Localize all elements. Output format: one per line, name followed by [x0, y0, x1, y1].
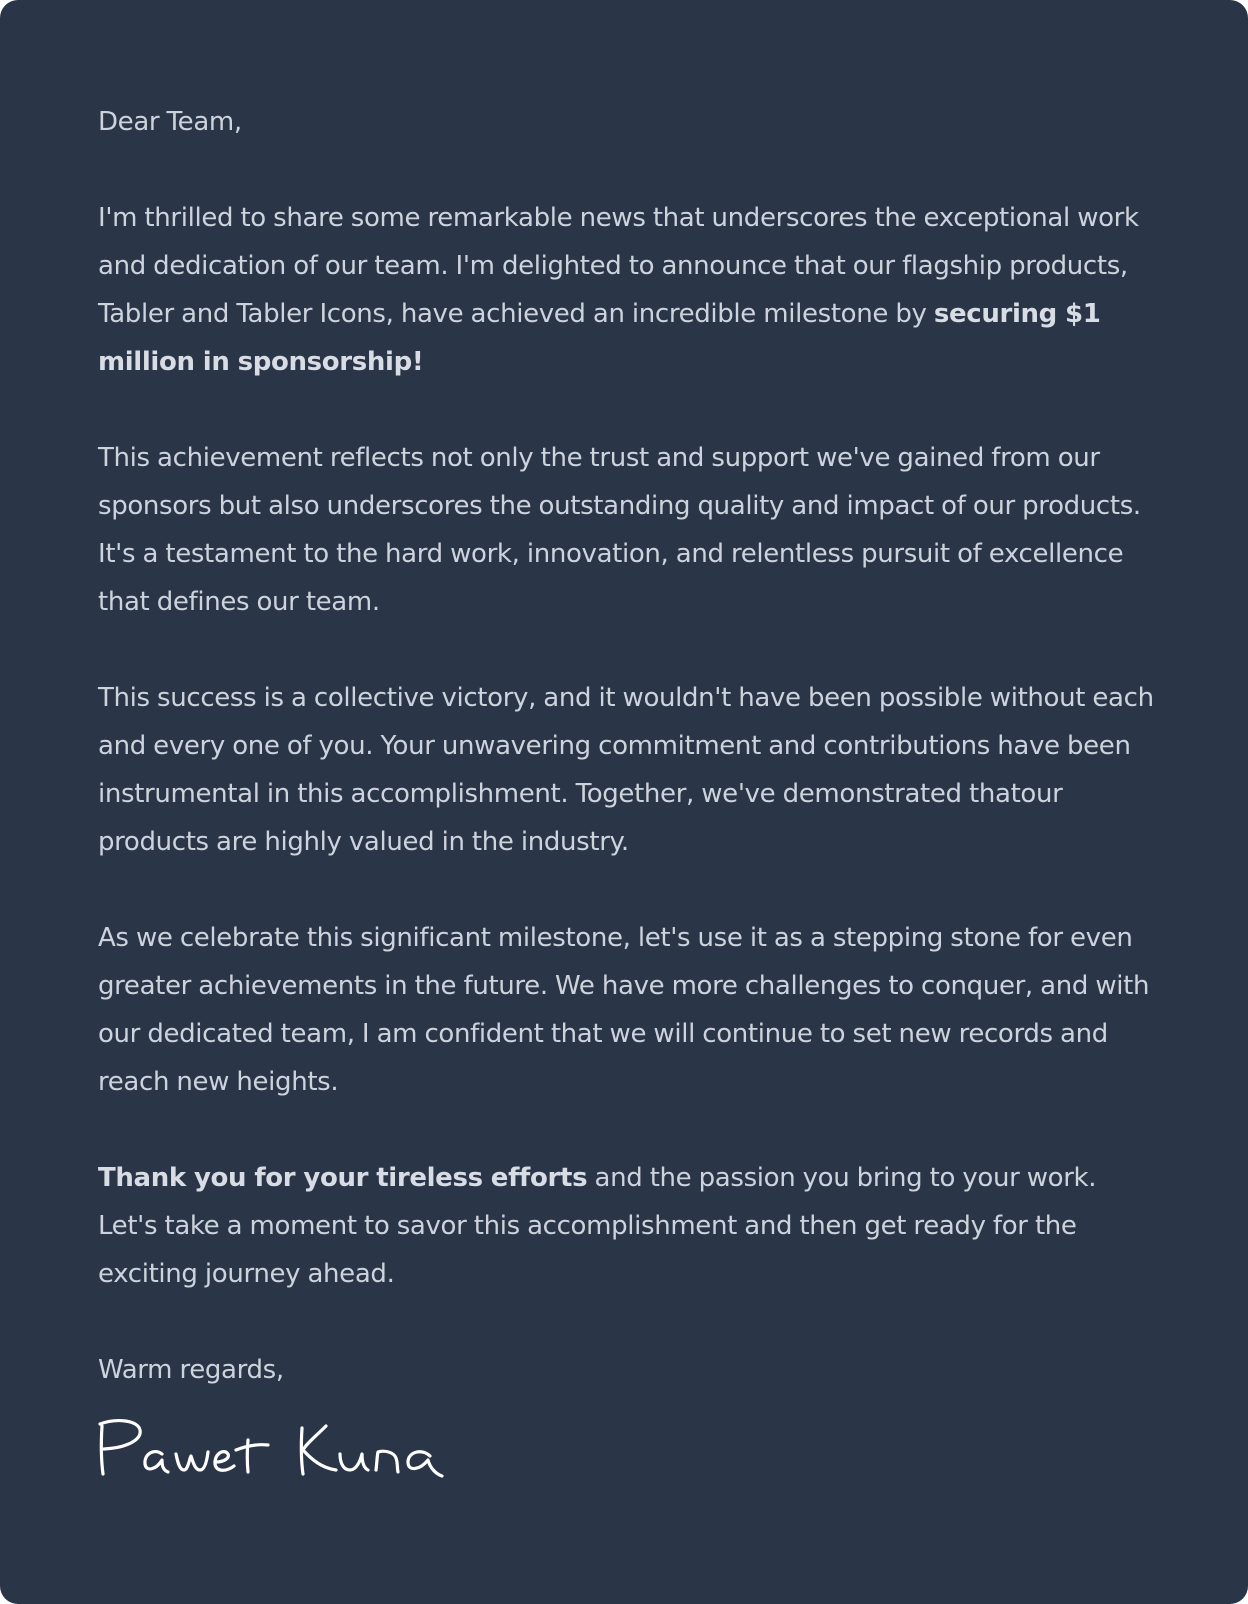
paragraph-announcement-text: I'm thrilled to share some remarkable news that underscores the exceptional work and dedication of our team. I'm delighted to announce that our flagship products, Tabler and Tabler Icons, have achieved an incredible milestone by — [98, 203, 1139, 329]
signature-stroke — [100, 1421, 140, 1449]
signature-stroke — [340, 1454, 368, 1470]
paragraph-collective-victory: This success is a collective victory, and it wouldn't have been possible without each and every one of you. Your unwavering commitment and contributions have been instrumental in this accomplishment. Together, we've demonstrated thatour products are highly valued in the industry. — [98, 683, 1154, 857]
signature-stroke — [376, 1451, 398, 1472]
signature-stroke — [176, 1452, 208, 1470]
signature-stroke — [145, 1452, 168, 1472]
paragraph-thanks — [98, 1154, 1154, 1298]
signature-stroke — [215, 1452, 234, 1471]
signature-stroke — [408, 1452, 442, 1476]
closing: Warm regards, — [98, 1355, 284, 1385]
greeting: Dear Team, — [98, 107, 242, 137]
signature-stroke — [236, 1445, 268, 1450]
sponsorship-highlight: securing $1 million in sponsorship! — [98, 299, 1101, 377]
thanks-highlight: Thank you for your tireless efforts — [98, 1163, 588, 1193]
paragraph-announcement — [98, 194, 1154, 386]
signature — [96, 1414, 456, 1494]
paragraph-future: As we celebrate this significant milestone, let's use it as a stepping stone for even greater achievements in the future. We have more challenges to conquer, and with our dedicated team, I am confident that we will continue to set new records and reach new heights. — [98, 923, 1150, 1097]
signature-stroke — [303, 1426, 336, 1470]
paragraph-thanks-text: and the passion you bring to your work. Let's take a moment to savor this accomplishment and then get ready for the exciting journey ahead. — [98, 1163, 1097, 1289]
paragraph-achievement: This achievement reflects not only the trust and support we've gained from our sponsors but also underscores the outstanding quality and impact of our products. It's a testament to the hard work, innovation, and relentless pursuit of excellence that defines our team. — [98, 443, 1141, 617]
